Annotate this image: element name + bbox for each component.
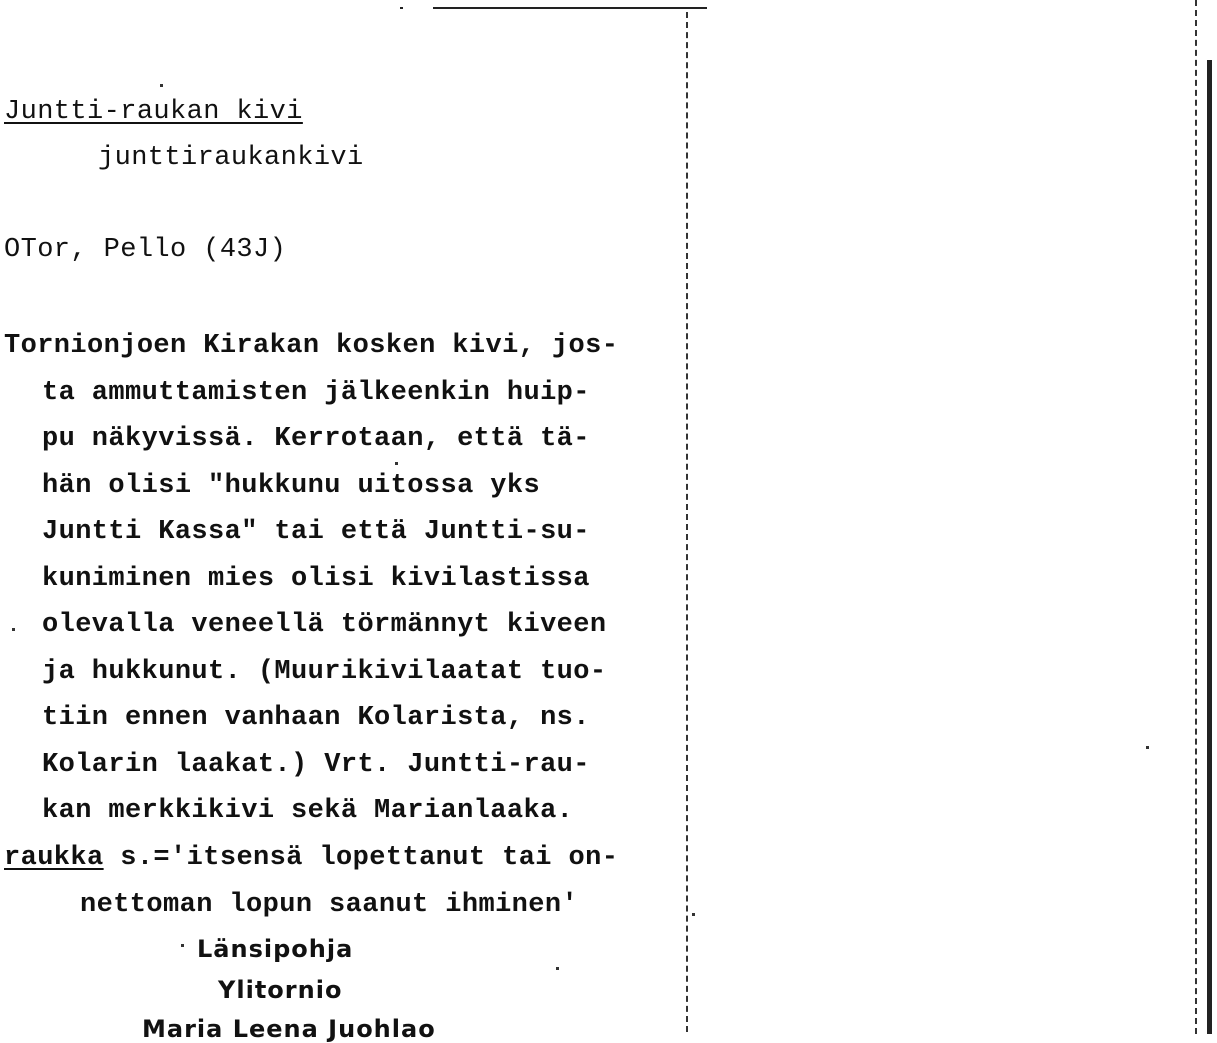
stamp-region: Länsipohja: [197, 935, 354, 963]
body-line: hän olisi "hukkunu uitossa yks: [42, 471, 541, 501]
right-edge-dashed-line: [1195, 0, 1197, 1034]
body-line: ta ammuttamisten jälkeenkin huip-: [42, 378, 590, 408]
stamp-dot: [181, 944, 184, 947]
note-term: raukka: [4, 843, 104, 873]
body-line: ja hukkunut. (Muurikivilaatat tuo-: [42, 657, 607, 687]
top-edge-rule: [433, 7, 707, 9]
scan-speck: [12, 628, 15, 631]
body-line: kan merkkikivi sekä Marianlaaka.: [42, 796, 574, 826]
top-edge-tick: [400, 7, 403, 9]
scan-speck: [692, 913, 695, 916]
headword-variant: junttiraukankivi: [98, 143, 364, 173]
body-line: olevalla veneellä törmännyt kiveen: [42, 610, 607, 640]
stamp-collector: Maria Leena Juohlao: [142, 1015, 436, 1043]
scan-speck: [395, 462, 398, 465]
scan-speck: [160, 84, 163, 87]
right-edge-solid-line: [1207, 60, 1212, 1034]
scan-speck: [1146, 746, 1149, 749]
body-line: tiin ennen vanhaan Kolarista, ns.: [42, 703, 590, 733]
body-line: Juntti Kassa" tai että Juntti-su-: [42, 517, 590, 547]
body-line: Tornionjoen Kirakan kosken kivi, jos-: [4, 331, 619, 361]
body-line: pu näkyvissä. Kerrotaan, että tä-: [42, 424, 590, 454]
location-code: OTor, Pello (43J): [4, 235, 287, 265]
headword: Juntti-raukan kivi: [4, 97, 303, 127]
stamp-parish: Ylitornio: [218, 976, 343, 1004]
note-continuation: nettoman lopun saanut ihminen': [80, 890, 579, 920]
body-line: Kolarin laakat.) Vrt. Juntti-rau-: [42, 750, 590, 780]
note-line: [4, 842, 618, 874]
scan-speck: [556, 967, 559, 970]
body-line: kuniminen mies olisi kivilastissa: [42, 564, 590, 594]
card-edge-dashed-line: [686, 12, 688, 1032]
note-definition: s.='itsensä lopettanut tai on-: [103, 843, 619, 873]
